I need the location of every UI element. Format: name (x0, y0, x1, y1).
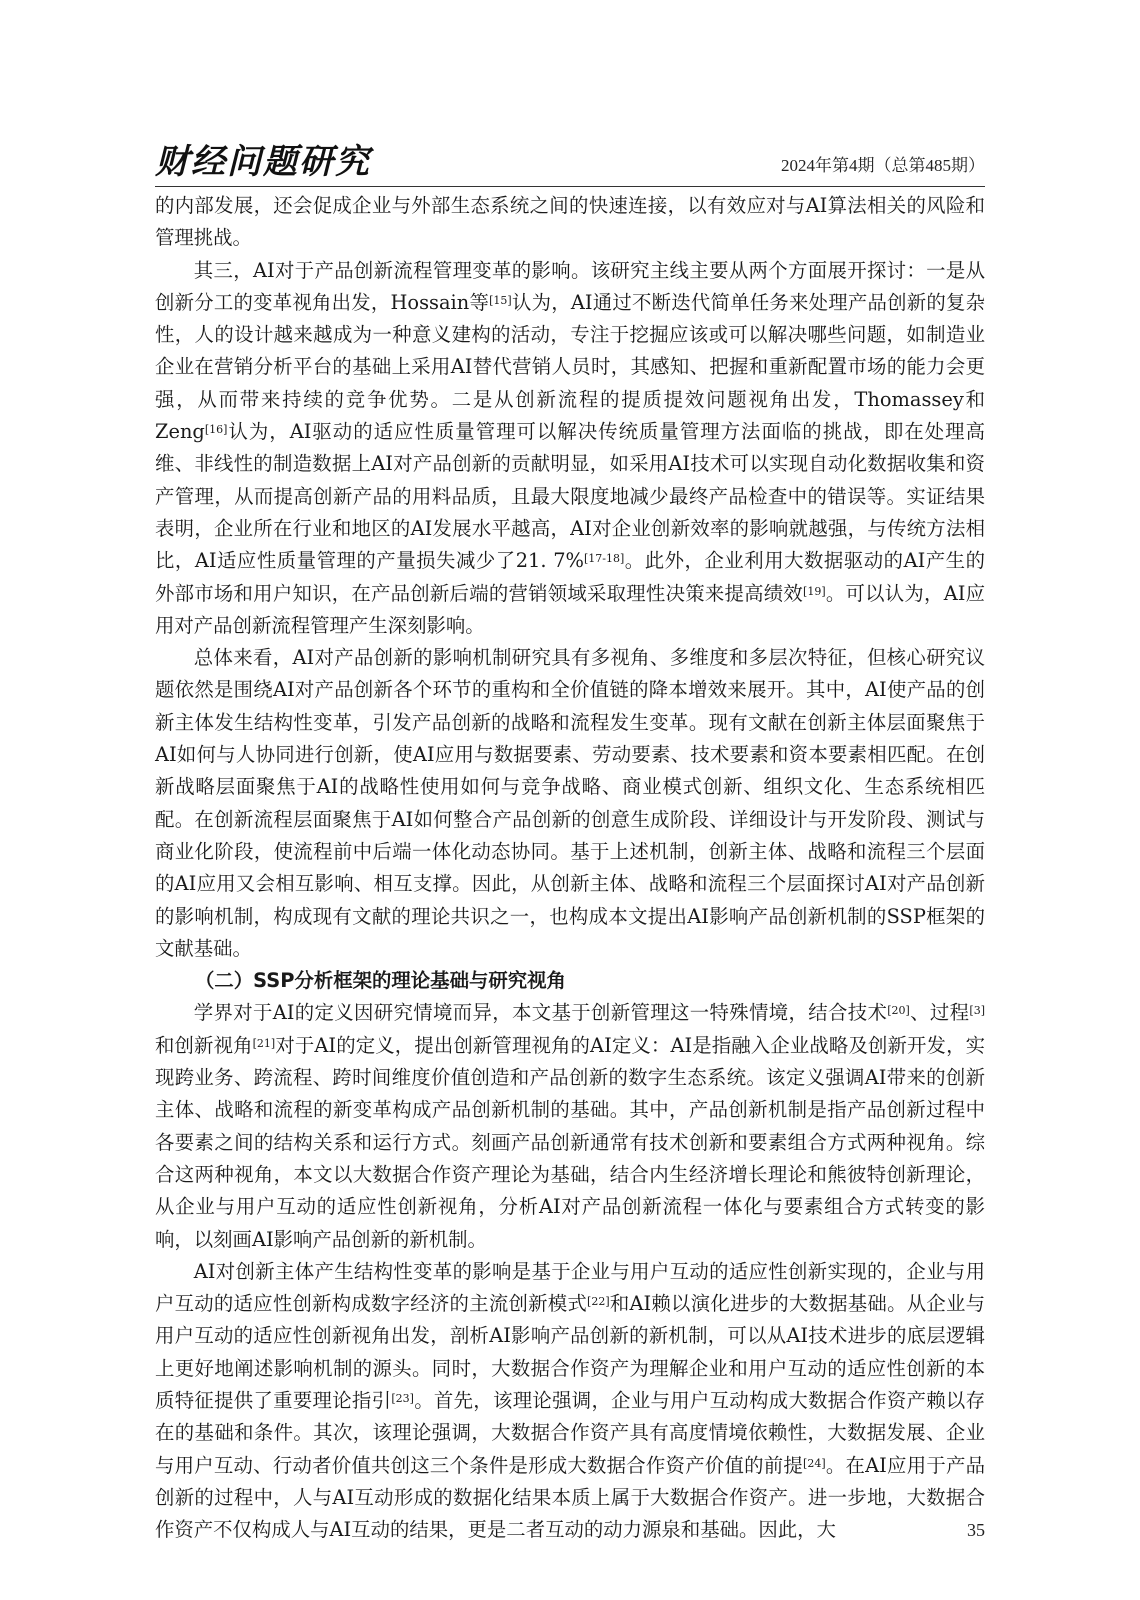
citation: [17-18] (583, 552, 625, 566)
paragraph: 总体来看，AI对产品创新的影响机制研究具有多视角、多维度和多层次特征，但核心研究议题依然是围绕AI对产品创新各个环节的重构和全价值链的降本增效来展开。其中，AI使产品的创新主体发生结构性变革，引发产品创新的战略和流程发生变革。现有文献在创新主体层面聚焦于AI如何与人协同进行创新，使AI应用与数据要素、劳动要素、技术要素和资本要素相匹配。在创新战略层面聚焦于AI的战略性使用如何与竞争战略、商业模式创新、组织文化、生态系统相匹配。在创新流程层面聚焦于AI如何整合产品创新的创意生成阶段、详细设计与开发阶段、测试与商业化阶段，使流程前中后端一体化动态协同。基于上述机制，创新主体、战略和流程三个层面的AI应用又会相互影响、相互支撑。因此，从创新主体、战略和流程三个层面探讨AI对产品创新的影响机制，构成现有文献的理论共识之一，也构成本文提出AI影响产品创新机制的SSP框架的文献基础。 (155, 646, 985, 960)
citation: [20] (887, 1004, 910, 1018)
citation: [3] (969, 1004, 986, 1018)
citation: [22] (587, 1295, 610, 1309)
journal-logo: 财经问题研究 (155, 142, 371, 182)
citation: [23] (391, 1391, 414, 1405)
issue-info: 2024年第4期（总第485期） (781, 156, 985, 175)
running-header (155, 142, 985, 186)
paragraph: 其三，AI对于产品创新流程管理变革的影响。该研究主线主要从两个方面展开探讨：一是从创新分工的变革视角出发，Hossain等[15]认为，AI通过不断迭代简单任务来处理产品创新的复杂性，人的设计越来越成为一种意义建构的活动，专注于挖掘应该或可以解决哪些问题，如制造业企业在营销分析平台的基础上采用AI替代营销人员时，其感知、把握和重新配置市场的能力会更强，从而带来持续的竞争优势。二是从创新流程的提质提效问题视角出发，Thomassey和Zeng[16]认为，AI驱动的适应性质量管理可以解决传统质量管理方法面临的挑战，即在处理高维、非线性的制造数据上AI对产品创新的贡献明显，如采用AI技术可以实现自动化数据收集和资产管理，从而提高创新产品的用料品质，且最大限度地减少最终产品检查中的错误等。实证结果表明，企业所在行业和地区的AI发展水平越高，AI对企业创新效率的影响就越强，与传统方法相比，AI适应性质量管理的产量损失减少了21. 7%[17-18]。此外，企业利用大数据驱动的AI产生的外部市场和用户知识，在产品创新后端的营销领域采取理性决策来提高绩效[19]。可以认为，AI应用对产品创新流程管理产生深刻影响。 (155, 258, 985, 637)
paragraph: AI对创新主体产生结构性变革的影响是基于企业与用户互动的适应性创新实现的，企业与用户互动的适应性创新构成数字经济的主流创新模式[22]和AI赖以演化进步的大数据基础。从企业与用户互动的适应性创新视角出发，剖析AI影响产品创新的新机制，可以从AI技术进步的底层逻辑上更好地阐述影响机制的源头。同时，大数据合作资产为理解企业和用户互动的适应性创新的本质特征提供了重要理论指引[23]。首先，该理论强调，企业与用户互动构成大数据合作资产赖以存在的基础和条件。其次，该理论强调，大数据合作资产具有高度情境依赖性，大数据发展、企业与用户互动、行动者价值共创这三个条件是形成大数据合作资产价值的前提[24]。在AI应用于产品创新的过程中，人与AI互动形成的数据化结果本质上属于大数据合作资产。进一步地，大数据合作资产不仅构成人与AI互动的结果，更是二者互动的动力源泉和基础。因此，大 (155, 1259, 986, 1542)
page-number: 35 (967, 1520, 985, 1540)
section-heading: （二）SSP分析框架的理论基础与研究视角 (195, 969, 566, 993)
citation: [24] (803, 1456, 826, 1470)
paragraph: 的内部发展，还会促成企业与外部生态系统之间的快速连接，以有效应对与AI算法相关的风险和管理挑战。 (155, 194, 985, 250)
article-body (155, 190, 985, 1546)
citation: [16] (204, 423, 228, 437)
citation: [19] (803, 584, 826, 598)
citation: [21] (252, 1036, 276, 1050)
paragraph: 学界对于AI的定义因研究情境而异，本文基于创新管理这一特殊情境，结合技术[20]、过程[3]和创新视角[21]对于AI的定义，提出创新管理视角的AI定义：AI是指融入企业战略及创新开发，实现跨业务、跨流程、跨时间维度价值创造和产品创新的数字生态系统。该定义强调AI带来的创新主体、战略和流程的新变革构成产品创新机制的基础。其中，产品创新机制是指产品创新过程中各要素之间的结构关系和运行方式。刻画产品创新通常有技术创新和要素组合方式两种视角。综合这两种视角，本文以大数据合作资产理论为基础，结合内生经济增长理论和熊彼特创新理论，从企业与用户互动的适应性创新视角，分析AI对产品创新流程一体化与要素组合方式转变的影响，以刻画AI影响产品创新的新机制。 (155, 1001, 986, 1251)
citation: [15] (489, 293, 512, 307)
header-rule (155, 186, 985, 187)
